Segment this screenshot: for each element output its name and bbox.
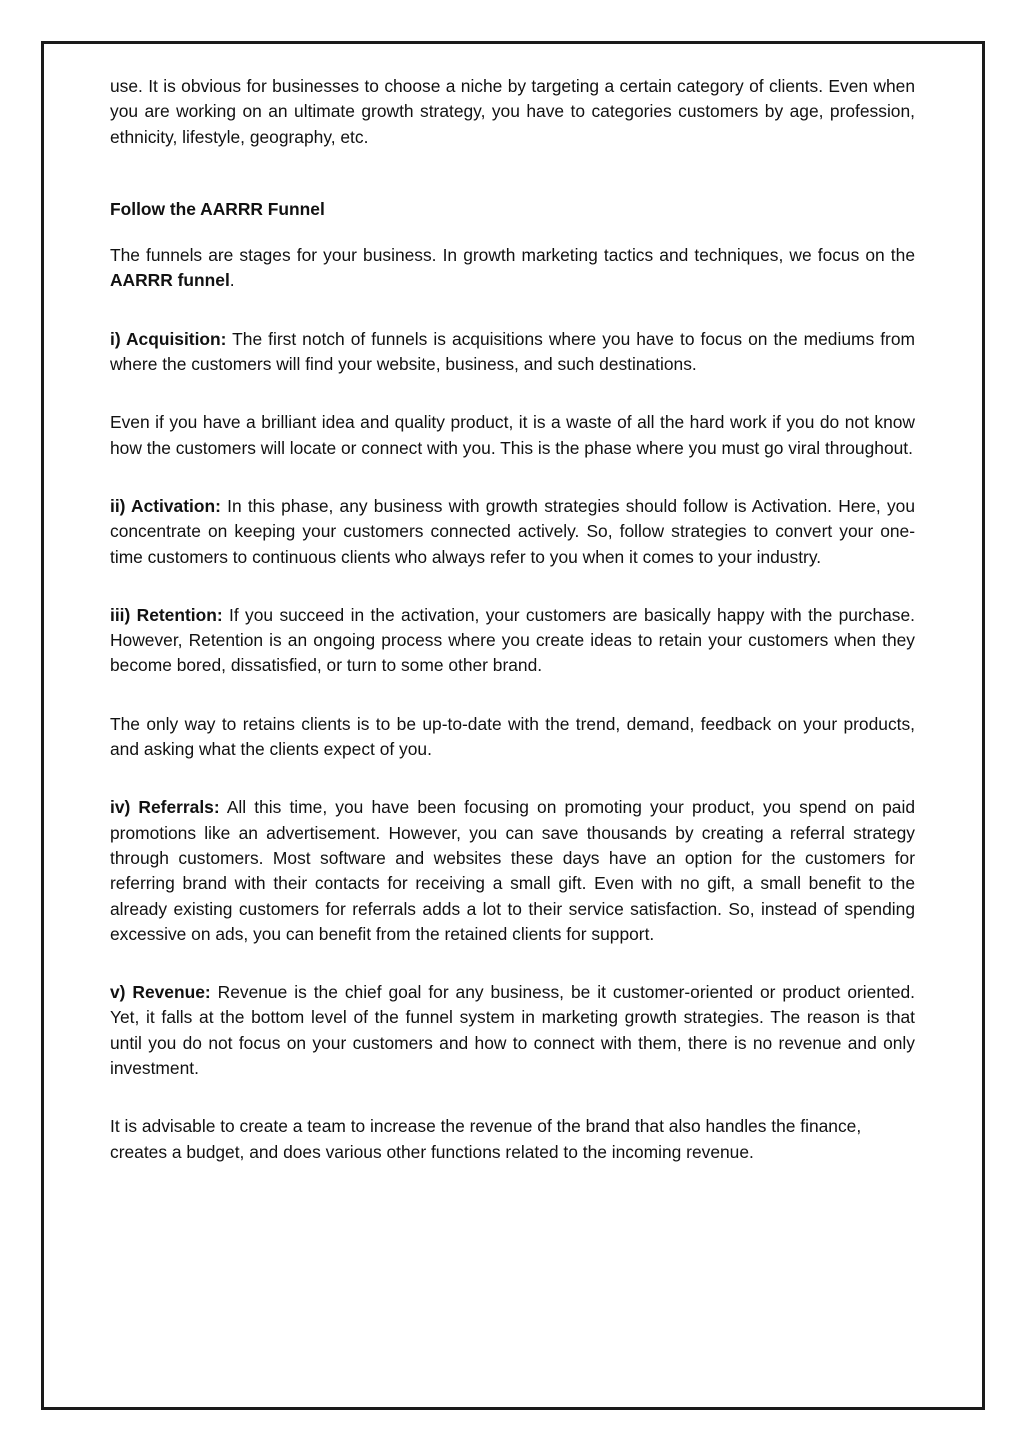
aarrr-funnel-term: AARRR funnel (110, 270, 230, 291)
intro-paragraph (110, 74, 915, 150)
retention-text: If you succeed in the activation, your customers are basically happy with the purchase. However, Retention is an ongoing process where you create ideas to retain your customers when they become bored, dissatisfied, or turn to some other brand. (110, 604, 915, 676)
activation-paragraph (110, 494, 915, 570)
funnel-intro-text: The funnels are stages for your business. In growth marketing tactics and techniques, we focus on the (110, 245, 915, 266)
retention-paragraph (110, 603, 915, 679)
acquisition-label: i) Acquisition: (110, 328, 227, 349)
retention-follow-paragraph (110, 712, 915, 763)
revenue-follow-text: It is advisable to create a team to increase the revenue of the brand that also handles the finance, creates a budget, and does various other functions related to the incoming revenue. (110, 1116, 862, 1162)
retention-follow-text: The only way to retains clients is to be up-to-date with the trend, demand, feedback on your products, and asking what the clients expect of you. (110, 713, 915, 760)
acquisition-paragraph (110, 327, 915, 378)
funnel-intro-end: . (229, 270, 235, 291)
acquisition-text: The first notch of funnels is acquisitions where you have to focus on the mediums from where the customers will find your website, business, and such destinations. (110, 328, 915, 375)
section-heading: Follow the AARRR Funnel (110, 198, 325, 219)
activation-text: In this phase, any business with growth strategies should follow is Activation. Here, you concentrate on keeping your customers connected actively. So, follow strategies to convert your one-time customers to continuous clients who always refer to you when it comes to your industry. (110, 495, 915, 567)
funnel-intro-paragraph (110, 243, 915, 294)
referrals-text: All this time, you have been focusing on promoting your product, you spend on paid promotions like an advertisement. However, you can save thousands by creating a referral strategy through customers. Most software and websites these days have an option for the customers for referring brand with their contacts for receiving a small gift. Even with no gift, a small benefit to the already existing customers for referrals adds a lot to their service satisfaction. So, instead of spending excessive on ads, you can benefit from the retained clients for support. (110, 797, 915, 944)
retention-label: iii) Retention: (110, 604, 223, 625)
revenue-follow-paragraph (110, 1114, 915, 1165)
revenue-label: v) Revenue: (110, 982, 211, 1003)
acquisition-follow-text: Even if you have a brilliant idea and quality product, it is a waste of all the hard work if you do not know how the customers will locate or connect with you. This is the phase where you must go viral throughout. (110, 412, 915, 458)
document-body (110, 74, 915, 1165)
activation-label: ii) Activation: (110, 495, 221, 516)
referrals-paragraph (110, 795, 915, 947)
referrals-label: iv) Referrals: (110, 797, 220, 818)
revenue-paragraph (110, 980, 915, 1081)
intro-text: use. It is obvious for businesses to choose a niche by targeting a certain category of clients. Even when you are working on an ultimate growth strategy, you have to categories customers by age, profession, ethnicity, lifestyle, geography, etc. (110, 76, 915, 147)
acquisition-follow-paragraph (110, 410, 915, 461)
revenue-text: Revenue is the chief goal for any business, be it customer-oriented or product oriented. Yet, it falls at the bottom level of the funnel system in marketing growth strategies. The reason is that until you do not focus on your customers and how to connect with them, there is no revenue and only investment. (110, 982, 916, 1079)
